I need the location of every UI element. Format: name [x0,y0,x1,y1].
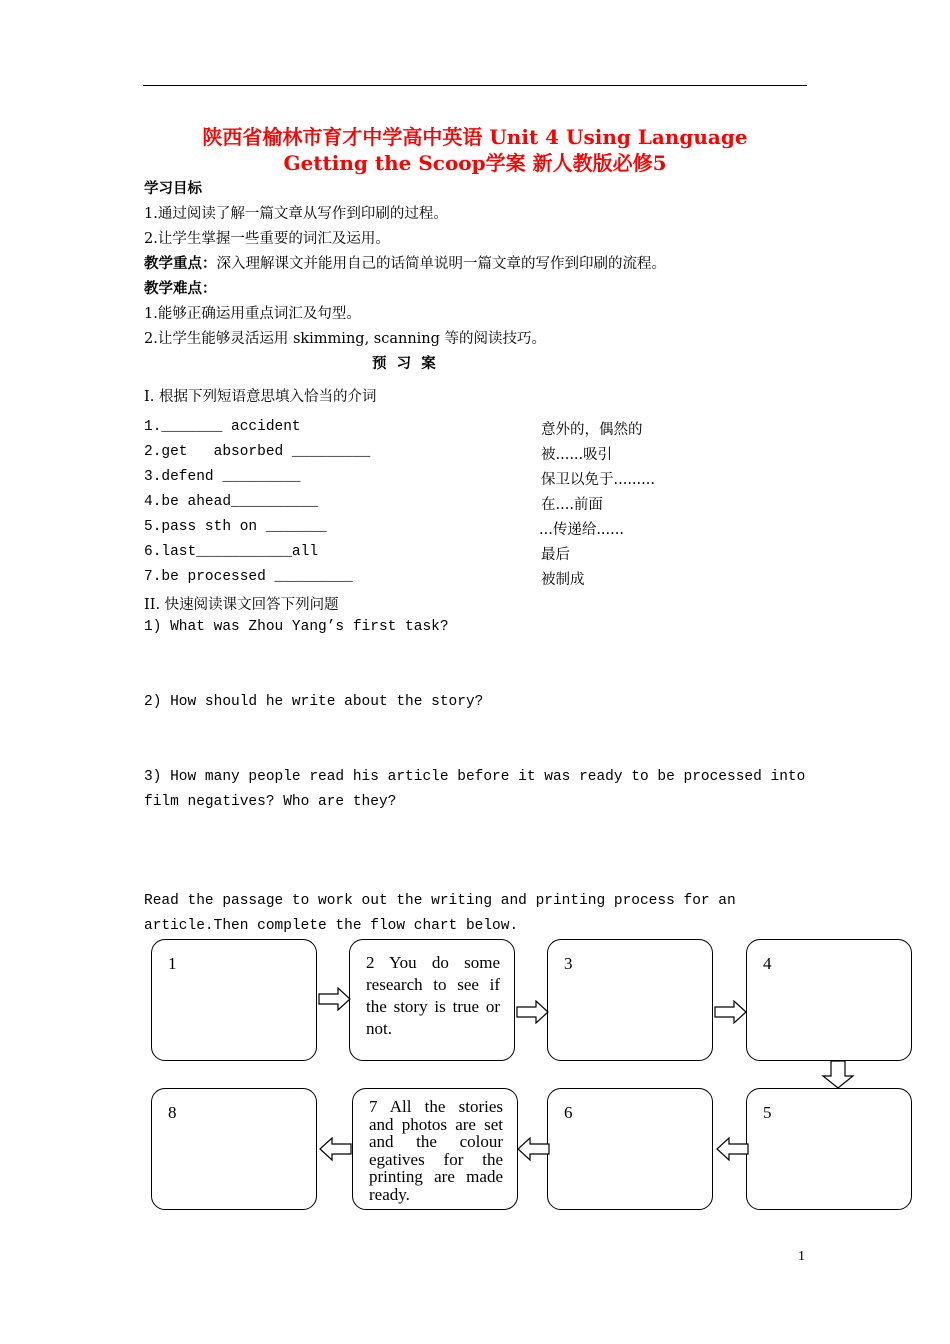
phrase-row-4-cn: 在....前面 [541,497,603,513]
phrase-row-3-en: 3.defend _________ [144,469,301,485]
phrase-row-6-cn: 最后 [541,547,570,563]
flow-box-5[interactable] [746,1088,912,1210]
phrase-row-1-cn: 意外的，偶然的 [541,422,643,438]
arrow-right-icon [516,1000,550,1024]
flow-box-3-label: 3 [564,954,573,973]
flow-box-2-text: 2 You do some research to see if the story is true or not. [366,953,500,1038]
flow-box-6[interactable] [547,1088,713,1210]
arrow-left-icon [516,1137,550,1161]
difficulty-item-2: 2.让学生能够灵活运用 skimming, scanning 等的阅读技巧。 [144,331,547,347]
flow-box-7[interactable] [352,1088,518,1210]
flow-box-4-label: 4 [763,954,772,973]
phrase-row-3-cn: 保卫以免于......... [541,472,655,488]
flow-box-4[interactable] [746,939,912,1061]
phrase-row-1-en: 1._______ accident [144,419,301,435]
question-1: 1) What was Zhou Yang’s first task? [144,619,449,635]
objective-item-1: 1.通过阅读了解一篇文章从写作到印刷的过程。 [144,206,448,222]
flow-box-8-label: 8 [168,1103,177,1122]
phrase-row-6-en: 6.last___________all [144,544,319,560]
flow-box-2[interactable] [349,939,515,1061]
key-points [144,252,666,273]
difficulties-heading: 教学难点： [144,280,217,297]
page-title-line1: 陕西省榆林市育才中学高中英语 Unit 4 Using Language [202,125,748,149]
phrase-row-2-cn: 被......吸引 [541,447,613,463]
flow-box-1[interactable] [151,939,317,1061]
key-points-label: 教学重点： [144,255,217,272]
phrase-row-4-en: 4.be ahead__________ [144,494,319,510]
flow-box-6-label: 6 [564,1103,573,1122]
flow-box-7-text: 7 All the stories and photos are set and the colour egatives for the printing are made ready. [369,1097,503,1204]
question-2: 2) How should he write about the story? [144,694,484,710]
arrow-left-icon [715,1137,749,1161]
difficulty-item-1: 1.能够正确运用重点词汇及句型。 [144,306,361,322]
flow-instruction-line1: Read the passage to work out the writing and printing process for an [144,893,736,909]
flow-box-1-label: 1 [168,954,177,973]
phrase-row-2-en: 2.get absorbed _________ [144,444,371,460]
flow-box-8[interactable] [151,1088,317,1210]
key-points-text: 深入理解课文并能用自己的话简单说明一篇文章的写作到印刷的流程。 [216,256,666,272]
section1-heading: I. 根据下列短语意思填入恰当的介词 [144,389,377,405]
phrase-row-5-en: 5.pass sth on _______ [144,519,327,535]
flow-instruction-line2: article.Then complete the flow chart below. [144,918,519,934]
section2-heading: II. 快速阅读课文回答下列问题 [144,597,339,613]
arrow-right-icon [714,1000,748,1024]
preview-heading: 预 习 案 [372,355,436,372]
objective-item-2: 2.让学生掌握一些重要的词汇及运用。 [144,231,390,247]
page-title-line2: Getting the Scoop学案 新人教版必修5 [283,151,667,175]
objectives-heading: 学习目标 [144,180,202,197]
header-rule [143,85,807,86]
arrow-down-icon [821,1060,855,1089]
phrase-row-7-cn: 被制成 [541,572,585,588]
arrow-left-icon [318,1137,352,1161]
arrow-right-icon [318,987,352,1011]
phrase-row-7-en: 7.be processed _________ [144,569,353,585]
phrase-row-5-cn: ...传递给...... [539,522,624,538]
question-3-line2: film negatives? Who are they? [144,794,397,810]
flow-box-3[interactable] [547,939,713,1061]
question-3-line1: 3) How many people read his article before it was ready to be processed into [144,769,806,785]
flow-box-5-label: 5 [763,1103,772,1122]
page-number: 1 [798,1249,805,1264]
